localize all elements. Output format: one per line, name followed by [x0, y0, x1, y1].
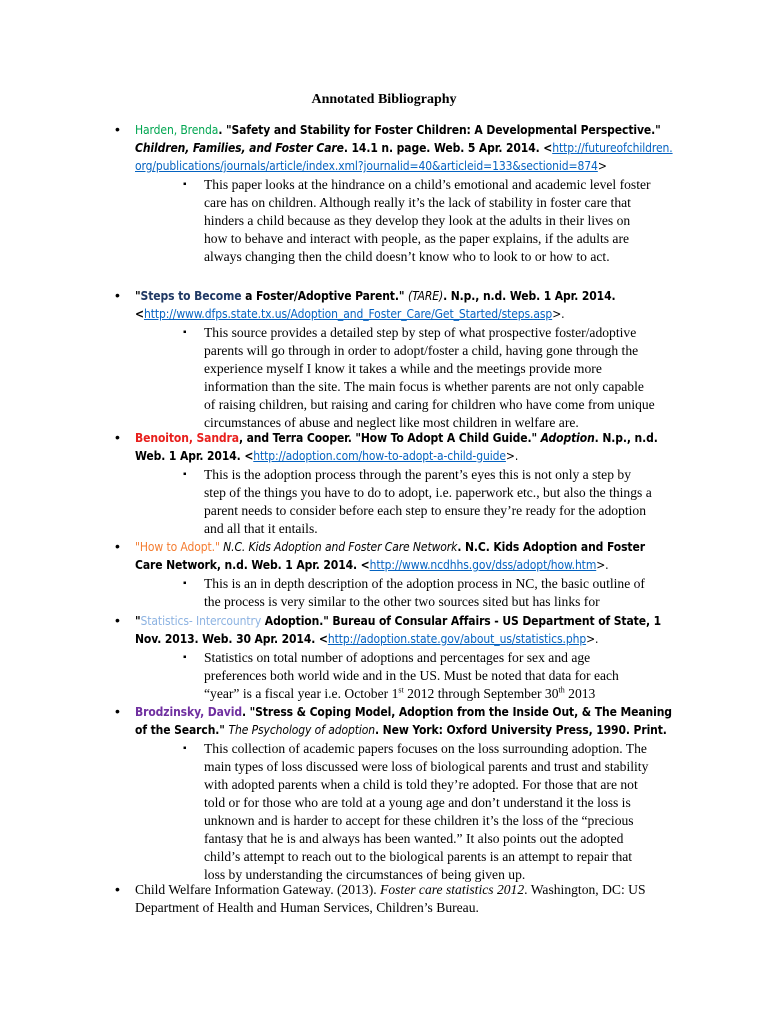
citation-close: >.	[596, 558, 609, 572]
citation	[135, 881, 675, 917]
citation	[135, 538, 675, 574]
bibliography-entry-state-dept	[115, 612, 675, 703]
source-link[interactable]: http://adoption.state.gov/about_us/statistics.php	[327, 632, 587, 646]
author: Harden, Brenda	[135, 123, 219, 137]
square-bullet-icon: ▪	[183, 179, 187, 190]
square-bullet-icon: ▪	[183, 327, 187, 338]
citation	[135, 121, 675, 175]
source-link[interactable]: http://adoption.com/how-to-adopt-a-child-guide	[253, 449, 506, 463]
citation-text: . 14.1 n. page. Web. 5 Apr. 2014. <	[343, 141, 553, 155]
superscript: st	[398, 685, 404, 695]
journal-title: (TARE)	[408, 289, 444, 303]
journal-title: Adoption	[540, 431, 595, 445]
annotation	[183, 324, 656, 432]
citation-text: . N.p., n.d. Web. 1 Apr. 2014. <	[135, 289, 616, 321]
citation	[135, 703, 675, 739]
bullet-icon: •	[115, 881, 120, 897]
square-bullet-icon: ▪	[183, 652, 187, 663]
citation-close: >.	[586, 632, 599, 646]
annotation	[183, 649, 656, 703]
citation	[135, 612, 675, 648]
square-bullet-icon: ▪	[183, 578, 187, 589]
bullet-icon: •	[115, 703, 120, 719]
citation-text: . "Safety and Stability for Foster Children: A Developmental Perspective."	[218, 123, 661, 137]
bullet-icon: •	[115, 612, 120, 628]
annotation-text: 2012 through September 30	[403, 686, 559, 701]
annotation-text: This paper looks at the hindrance on a child’s emotional and academic level foster care has on children. Although really it’s the lack of stability in foster care that hinders a child because as they develop they look at the adults in their lives on how to behave and interact with people, as the paper explains, if the adults are always changing then the child doesn’t know who to look to or how to act.	[204, 177, 651, 264]
source-link[interactable]: http://www.ncdhhs.gov/dss/adopt/how.htm	[369, 558, 597, 572]
annotation	[183, 176, 656, 266]
author: Brodzinsky, David	[135, 705, 242, 719]
journal-title: Children, Families, and Foster Care	[135, 141, 344, 155]
bibliography-entry-tare	[115, 287, 675, 432]
bullet-icon: •	[115, 121, 120, 137]
annotation	[183, 466, 656, 538]
square-bullet-icon: ▪	[183, 743, 187, 754]
bullet-icon: •	[115, 429, 120, 445]
citation-text: . N.C. Kids Adoption and Foster Care Network, n.d. Web. 1 Apr. 2014. <	[135, 540, 645, 572]
citation-text: . N.p., n.d. Web. 1 Apr. 2014. <	[135, 431, 658, 463]
quote-mark: "	[135, 614, 141, 628]
annotation	[183, 740, 656, 884]
bibliography-entry-nc-kids	[115, 538, 675, 611]
author: Benoiton, Sandra	[135, 431, 239, 445]
annotation-text: This collection of academic papers focuses on the loss surrounding adoption. The main types of loss discussed were loss of biological parents and trust and stability with adopted parents when a child is told they’re adopted. For those that are not told or for those who are told at a young age and don’t understand it the loss is unknown and is harder to accept for these children it’s the loss of the “precious fantasy that he is and always has been wanted.” It also points out the adopted child’s attempt to reach out to the biological parents is an attempt to repair that loss by understanding the circumstances of being given up.	[204, 741, 649, 882]
journal-title: N.C. Kids Adoption and Foster Care Network	[219, 540, 458, 554]
citation-text: Adoption." Bureau of Consular Affairs - US Department of State, 1 Nov. 2013. Web. 30 Apr. 2014. <	[135, 614, 662, 646]
bibliography-entry-harden	[115, 121, 675, 266]
annotation	[183, 575, 656, 611]
author: Steps to Become	[140, 289, 242, 303]
citation-close: >.	[552, 307, 565, 321]
citation-text: , and Terra Cooper. "How To Adopt A Child Guide."	[238, 431, 541, 445]
citation-close: >	[597, 159, 607, 173]
annotation-text: Statistics on total number of adoptions and percentages for sex and age preferences both world wide and in the US. Must be noted that data for each “year” is a fiscal year i.e. October 1	[204, 650, 619, 701]
source-link[interactable]: http://www.dfps.state.tx.us/Adoption_and_Foster_Care/Get_Started/steps.asp	[143, 307, 553, 321]
author: Statistics- Intercountry	[140, 614, 262, 628]
bullet-icon: •	[115, 287, 120, 303]
bibliography-entry-benoiton	[115, 429, 675, 538]
bibliography-entry-child-welfare	[115, 881, 675, 917]
citation	[135, 429, 675, 465]
bibliography-entry-brodzinsky	[115, 703, 675, 884]
annotation-text: This is an in depth description of the adoption process in NC, the basic outline of the process is very similar to the other two sources sited but has links for	[204, 576, 645, 609]
superscript: th	[558, 685, 565, 695]
journal-title: The Psychology of adoption	[228, 723, 376, 737]
annotation-text: This source provides a detailed step by step of what prospective foster/adoptive parents will go through in order to adopt/foster a child, having gone through the experience myself I know it takes a while and the meetings provide more information than the site. The main focus is whether parents are not only capable of raising children, but raising and caring for children who have come from unique circumstances of abuse and neglect like most children in welfare are.	[204, 325, 655, 430]
annotation-text: 2013	[564, 686, 596, 701]
document-title: Annotated Bibliography	[311, 92, 457, 107]
citation-text: . New York: Oxford University Press, 1990. Print.	[375, 723, 667, 737]
citation-close: >.	[505, 449, 519, 463]
citation-text: Child Welfare Information Gateway. (2013).	[135, 882, 381, 897]
square-bullet-icon: ▪	[183, 469, 187, 480]
quote-mark: "	[135, 289, 141, 303]
source-link[interactable]: http://futureofchildren.org/publications/journals/article/index.xml?journalid=40&articleid=133&sectionid=874	[135, 141, 673, 173]
journal-title: Foster care statistics 2012	[380, 882, 525, 897]
citation	[135, 287, 675, 323]
bullet-icon: •	[115, 538, 120, 554]
citation-text: . Washington, DC: US Department of Health and Human Services, Children’s Bureau.	[135, 882, 646, 915]
annotation-text: This is the adoption process through the parent’s eyes this is not only a step by step of the things you have to do to adopt, i.e. paperwork etc., but also the things a parent needs to consider before each step to ensure they’re ready for the adoption and all that it entails.	[204, 467, 652, 536]
citation-text: a Foster/Adoptive Parent."	[241, 289, 409, 303]
citation-text: . "Stress & Coping Model, Adoption from the Inside Out, & The Meaning of the Search."	[135, 705, 672, 737]
author: "How to Adopt."	[135, 540, 220, 554]
